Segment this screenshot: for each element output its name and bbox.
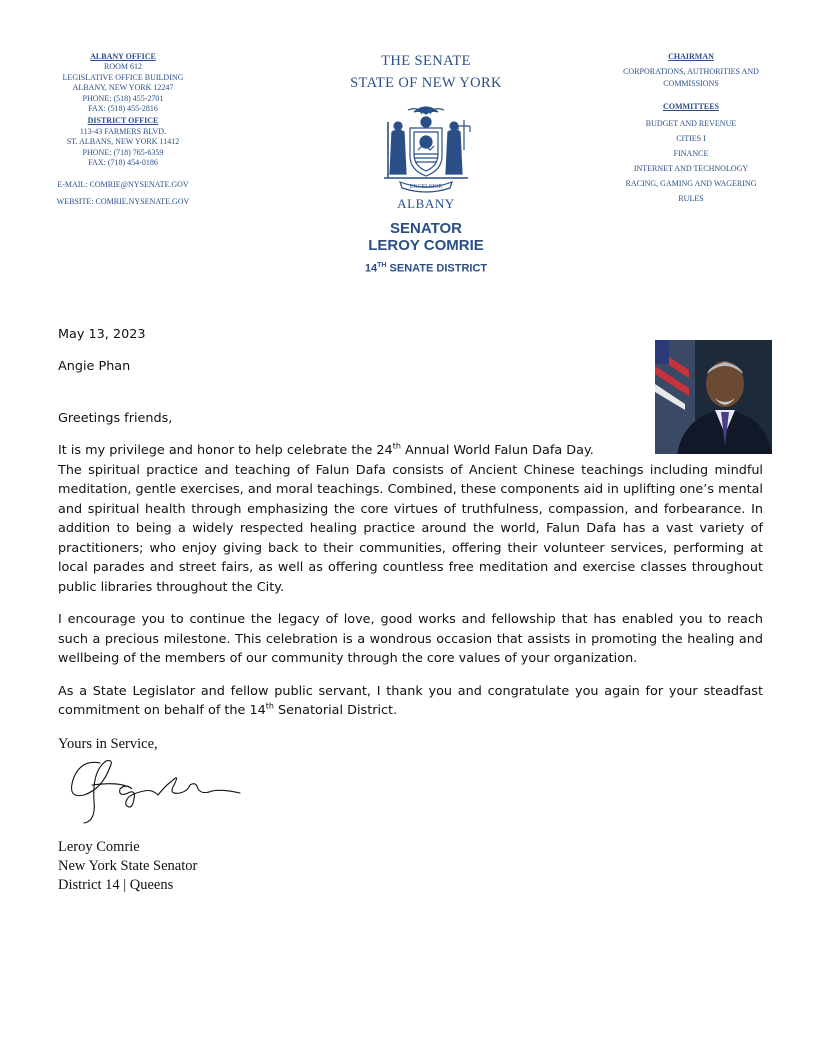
senate-district: [320, 255, 532, 280]
signature-block: [58, 838, 197, 895]
letter-date: May 13, 2023: [58, 327, 146, 342]
signer-name: Leroy Comrie: [58, 839, 140, 855]
paragraph-2: I encourage you to continue the legacy of love, good works and fellowship that has enabled you to reach such a precious milestone. This celebration is a wondrous occasion that assists in promoting the healing and wellbeing of the members of our community through the core values of your organization.: [58, 612, 763, 666]
ny-state-seal-icon: [374, 98, 478, 194]
chairman-heading: CHAIRMAN: [668, 52, 714, 61]
district-suffix: TH: [377, 262, 387, 269]
website-line[interactable]: WEBSITE: COMRIE.NYSENATE.GOV: [56, 197, 190, 207]
district-number: 14: [364, 262, 378, 275]
district-office-heading: DISTRICT OFFICE: [87, 116, 159, 126]
committees-heading: COMMITTEES: [662, 102, 719, 112]
p3-sup: th: [265, 701, 274, 711]
p1-body: The spiritual practice and teaching of Falun Dafa consists of Ancient Chinese teachings including mindful meditation, gentle exercises, and moral teachings. Combined, these components aid in uplifting one’s mental and spiritual health through emphasizing the core virtues of truthfulness, compassion, and forbearance. In addition to being a widely respected healing practice around the world, Falun Dafa has a vast variety of practitioners; who enjoy giving back to their communities, offering their volunteer services, performing at local parades and street fairs, as well as offering countless free meditation and exercise classes throughout public libraries throughout the City.: [58, 462, 763, 595]
senator-name: LEROY COMRIE: [368, 237, 484, 254]
senator-title-block: [320, 220, 532, 280]
committee-item: INTERNET AND TECHNOLOGY: [633, 163, 749, 173]
albany-office-phone: PHONE: (518) 455-2701: [82, 93, 164, 103]
p1-intro-end: Annual World Falun Dafa Day.: [400, 443, 594, 458]
closing-line: Yours in Service,: [58, 736, 158, 752]
albany-office-line: LEGISLATIVE OFFICE BUILDING: [62, 72, 184, 82]
p3-text-end: Senatorial District.: [273, 703, 398, 718]
district-office-fax: FAX: (718) 454-0186: [88, 158, 158, 168]
signer-district: District 14 | Queens: [58, 877, 174, 893]
albany-office-fax: FAX: (518) 455-2816: [88, 104, 158, 114]
senator-title: SENATOR: [390, 220, 462, 237]
albany-office-block: [40, 52, 206, 210]
chairman-line: COMMISSIONS: [663, 79, 719, 89]
committees-block: [608, 52, 774, 206]
committee-item: FINANCE: [673, 148, 709, 158]
p1-sup: th: [392, 441, 401, 451]
albany-label: ALBANY: [397, 196, 455, 211]
committee-item: RULES: [678, 193, 704, 203]
chairman-line: CORPORATIONS, AUTHORITIES AND: [623, 67, 759, 77]
email-line[interactable]: E-MAIL: COMRIE@NYSENATE.GOV: [57, 180, 189, 190]
p1-intro: It is my privilege and honor to help celebrate the 24: [58, 443, 393, 458]
p3-text: As a State Legislator and fellow public servant, I thank you and congratulate you again for your steadfast commitment on behalf of the 14: [58, 683, 763, 718]
letter-recipient: Angie Phan: [58, 359, 131, 374]
albany-office-line: ROOM 612: [103, 62, 142, 72]
district-office-phone: PHONE: (718) 765-6359: [82, 147, 164, 157]
state-title: STATE OF NEW YORK: [350, 75, 502, 91]
committee-item: CITIES I: [676, 133, 706, 143]
committee-item: RACING, GAMING AND WAGERING: [625, 178, 757, 188]
albany-office-line: ALBANY, NEW YORK 12247: [72, 83, 174, 93]
district-office-line: 113-43 FARMERS BLVD.: [79, 126, 167, 136]
senate-title: THE SENATE: [381, 53, 471, 69]
district-office-line: ST. ALBANS, NEW YORK 11412: [66, 137, 180, 147]
district-text: SENATE DISTRICT: [389, 262, 488, 275]
committee-item: BUDGET AND REVENUE: [645, 118, 737, 128]
senate-header: [320, 50, 532, 212]
paragraph-1: [58, 441, 763, 597]
seal-motto: EXCELSIOR: [409, 184, 443, 190]
paragraph-3: [58, 682, 763, 721]
albany-office-heading: ALBANY OFFICE: [90, 52, 156, 61]
letter-greeting: Greetings friends,: [58, 411, 173, 426]
signature-icon: [62, 755, 262, 827]
letter-body: [58, 441, 763, 734]
signer-title: New York State Senator: [58, 858, 198, 874]
